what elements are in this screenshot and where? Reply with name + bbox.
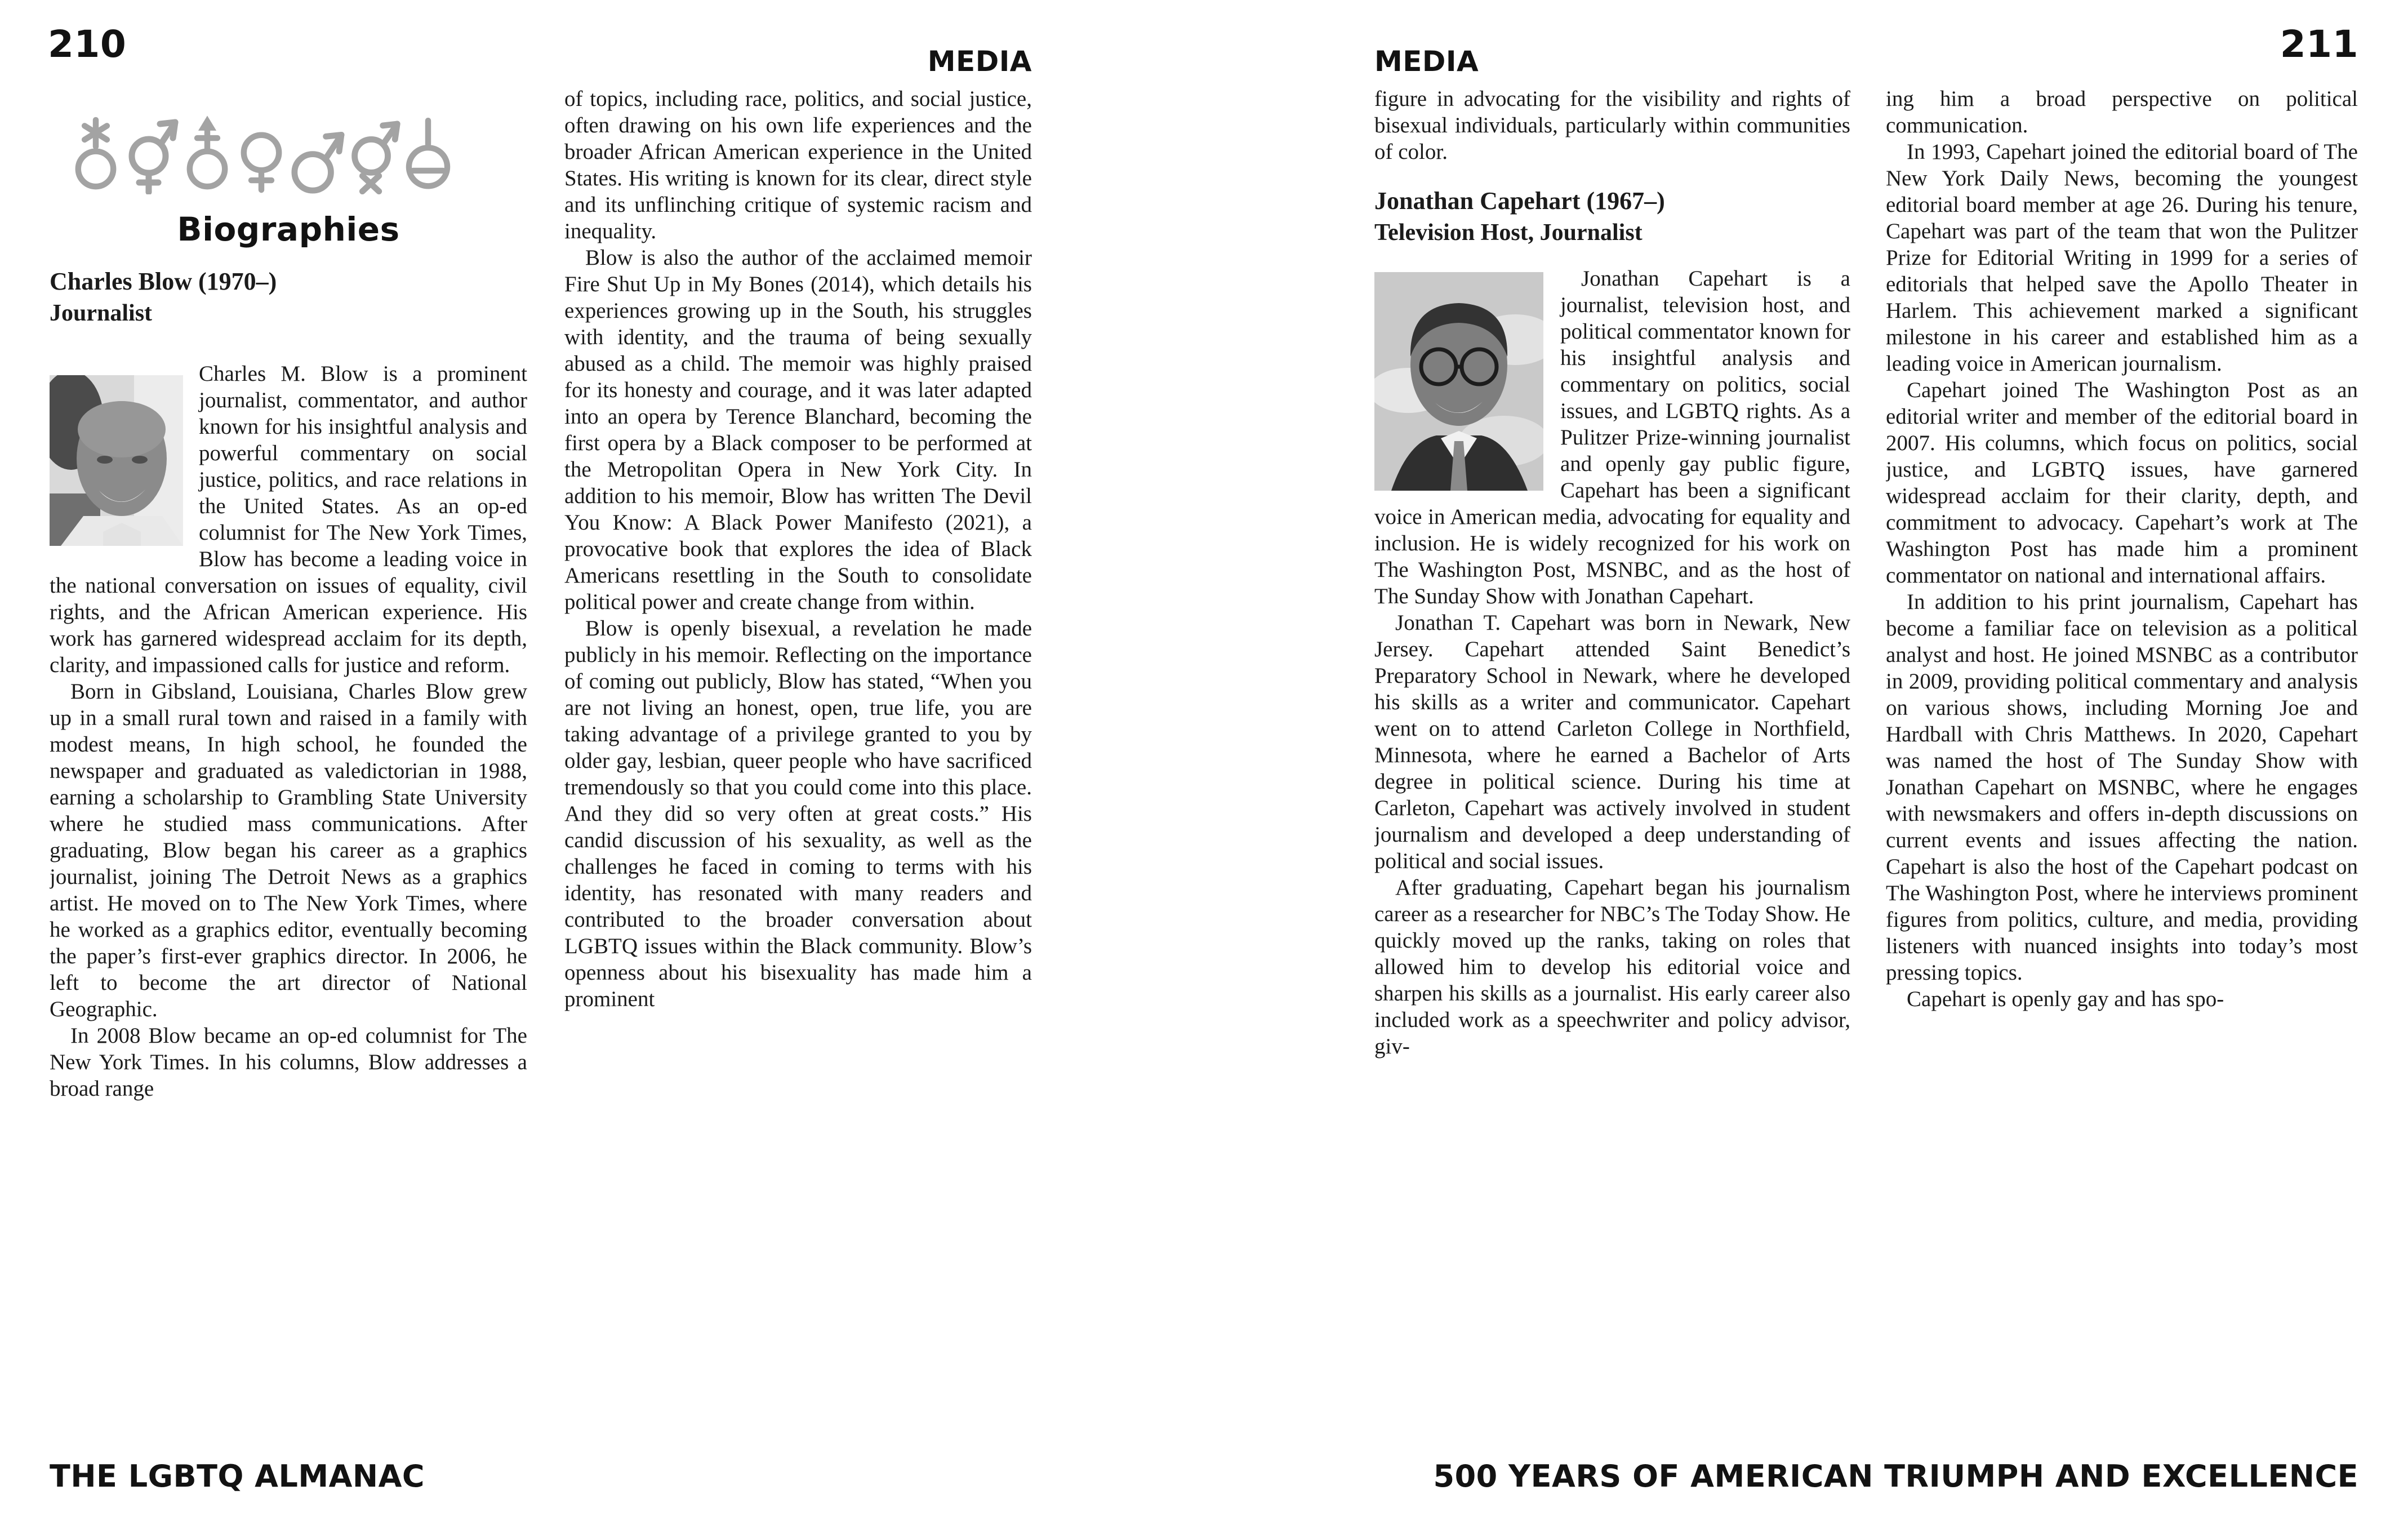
left-page-column-1 — [50, 361, 527, 1456]
article-subtitle: Television Host, Journalist — [1374, 220, 1643, 246]
page-number-left: 210 — [48, 23, 127, 66]
nonbinary-symbol — [66, 113, 125, 194]
female-symbol — [232, 110, 291, 194]
male-symbol — [286, 118, 347, 194]
intersex-symbol — [342, 110, 403, 194]
book-tagline-footer: 500 YEARS OF AMERICAN TRIUMPH AND EXCELLENCE — [1433, 1458, 2358, 1494]
portrait-charles-blow — [50, 375, 183, 546]
page-number-right: 211 — [2280, 23, 2358, 66]
left-page-column-2 — [564, 86, 1032, 1453]
right-page-column-1 — [1374, 86, 1850, 1453]
paragraph: Capehart is openly gay and has spo- — [1907, 987, 2224, 1011]
paragraph: In addition to his print journalism, Capehart has become a familiar face on television as a political analyst and host. He joined MSNBC as a contributor in 2009, providing political commentary and analysis on various shows, including Morning Joe and Hardball with Chris Matthews. In 2020, Capehart was named the host of The Sunday Show with Jonathan Capehart on MSNBC, where he engages with newsmakers and offers in-depth discussions on current events and issues affecting the nation. Capehart is also the host of the Capehart podcast on The Washington Post, where he interviews prominent figures from politics, culture, and media, providing listeners with nuanced insights into today’s most pressing topics. — [1886, 590, 2358, 985]
right-page — [1204, 0, 2408, 1521]
portrait-jonathan-capehart — [1374, 272, 1543, 491]
running-head-right: MEDIA — [1374, 45, 1479, 78]
paragraph: Jonathan T. Capehart was born in Newark, New Jersey. Capehart attended Saint Benedict’s Preparatory School in Newark, where he developed his skills as a writer and communicator. Capehart went on to attend Carleton College in Northfield, Minnesota, where he earned a Bachelor of Arts degree in political science. During his time at Carleton, Capehart was actively involved in student journalism and developed a deep understanding of political and social issues. — [1374, 611, 1850, 873]
paragraph: After graduating, Capehart began his journalism career as a researcher for NBC’s The Today Show. He quickly moved up the ranks, taking on roles that allowed him to develop his editorial voice and sharpen his skills as a journalist. His early career also included work as a speechwriter and policy advisor, giv- — [1374, 875, 1850, 1059]
paragraph: Jonathan Capehart is a journalist, television host, and political commentator known for his insightful analysis and commentary on politics, social issues, and LGBTQ rights. As a Pulitzer Prize-winning journalist and openly gay public figure, Capehart has been a significant voice in American media, advocating for equality and inclusion. He is widely recognized for his work on The Washington Post, MSNBC, and as the host of The Sunday Show with Jonathan Capehart. — [1374, 266, 1850, 608]
right-page-column-2 — [1886, 86, 2358, 1453]
paragraph: Charles M. Blow is a prominent journalist, commentator, and author known for his insightful analysis and powerful commentary on social justice, politics, and race relations in the United States. As an op-ed columnist for The New York Times, Blow has become a leading voice in the national conversation on issues of equality, civil rights, and the African American experience. His work has garnered widespread acclaim for its depth, clarity, and impassioned calls for justice and reform. — [50, 362, 527, 677]
paragraph: ing him a broad perspective on political communication. — [1886, 87, 2358, 137]
paragraph: In 1993, Capehart joined the editorial board of The New York Daily News, becoming the youngest editorial board member at age 26. During his tenure, Capehart was part of the team that won the Pulitzer Prize for Editorial Writing in 1999 for a series of editorials that helped save the Apollo Theater in Harlem. This achievement marked a significant milestone in his career and established him as a leading voice in American journalism. — [1886, 140, 2358, 376]
section-title: Biographies — [177, 210, 400, 248]
article-heading-capehart — [1374, 185, 1850, 248]
paragraph: In 2008 Blow became an op-ed columnist for The New York Times. In his columns, Blow addresses a broad range — [50, 1024, 527, 1101]
article-title: Jonathan Capehart (1967–) — [1374, 187, 1665, 215]
paragraph: Capehart joined The Washington Post as an editorial writer and member of the editorial board in 2007. His columns, which focus on politics, social justice, and LGBTQ issues, have garnered widespread acclaim for their clarity, depth, and commitment to advocacy. Capehart’s work at The Washington Post has made him a prominent commentator on national and international affairs. — [1886, 378, 2358, 588]
neuter-symbol — [399, 115, 457, 194]
gender-symbols-decoration — [66, 113, 478, 194]
mars-with-stroke-symbol — [178, 113, 237, 194]
paragraph: Blow is also the author of the acclaimed memoir Fire Shut Up in My Bones (2014), which details his experiences growing up in the South, his struggles with identity, and the trauma of being sexually abused as a child. The memoir was highly praised for its honesty and courage, and it was later adapted into an opera by Terence Blanchard, becoming the first opera by a Black composer to be performed at the Metropolitan Opera in New York City. In addition to his memoir, Blow has written The Devil You Know: A Black Power Manifesto (2021), a provocative book that explores the idea of Black Americans resettling in the South to consolidate political power and create change from within. — [564, 246, 1032, 614]
article-heading-blow — [50, 266, 277, 329]
book-title-footer: THE LGBTQ ALMANAC — [50, 1458, 425, 1494]
article-title: Charles Blow (1970–) — [50, 268, 277, 295]
paragraph: of topics, including race, politics, and social justice, often drawing on his own life experiences and the broader African American experience in the United States. His writing is known for its clear, direct style and its unflinching critique of systemic racism and inequality. — [564, 87, 1032, 243]
paragraph: Blow is openly bisexual, a revelation he made publicly in his memoir. Reflecting on the importance of coming out publicly, Blow has stated, “When you are not living an honest, open, true life, you are taking advantage of a privilege granted to you by older gay, lesbian, queer people who have sacrificed tremendously so that you could come into this place. And they did so very often at great costs.” His candid discussion of his sexuality, as well as the challenges he faced in coming to terms with his identity, has resonated with many readers and contributed to the broader conversation about LGBTQ issues within the Black community. Blow’s openness about his bisexuality has made him a prominent — [564, 616, 1032, 1011]
running-head-left: MEDIA — [927, 45, 1032, 78]
paragraph: figure in advocating for the visibility and rights of bisexual individuals, particularly within communities of color. — [1374, 87, 1850, 164]
transgender-symbol — [121, 110, 183, 194]
paragraph: Born in Gibsland, Louisiana, Charles Blow grew up in a small rural town and raised in a family with modest means, In high school, he founded the newspaper and graduated as valedictorian in 1988, earning a scholarship to Grambling State University where he studied mass communications. After graduating, Blow began his career as a graphics journalist, joining The Detroit News as a graphics artist. He moved on to The New York Times, where he worked as a graphics editor, eventually becoming the paper’s first-ever graphics director. In 2006, he left to become the art director of National Geographic. — [50, 679, 527, 1021]
article-subtitle: Journalist — [50, 300, 153, 326]
